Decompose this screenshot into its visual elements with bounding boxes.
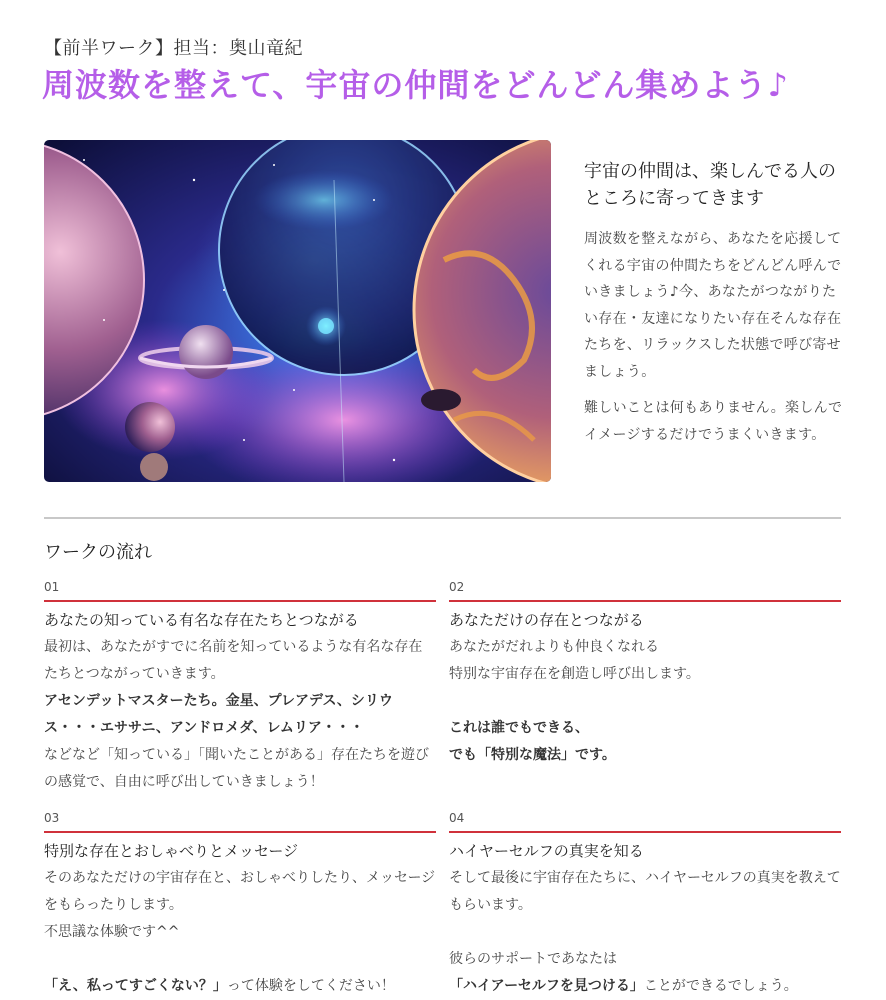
step-text: などなど「知っている」「聞いたことがある」存在たちを遊びの感覚で、自由に呼び出していきましょう！ [44,747,429,790]
step-emphasis: 「ハイアーセルフを見つける」 [449,978,644,994]
intro-paragraph-2: 難しいことは何もありません。楽しんでイメージするだけでうまくいきます。 [584,400,843,443]
step-emphasis: 「え、私ってすごくない？」 [44,978,227,994]
intro-section [584,158,846,458]
step-title: ハイヤーセルフの真実を知る [449,842,644,860]
step-title: あなただけの存在とつながる [449,611,644,629]
step-text: 彼らのサポートであなたは [449,951,617,967]
step-text: 特別な宇宙存在を創造し呼び出します。 [449,666,700,682]
intro-paragraph-1: 周波数を整えながら、あなたを応援してくれる宇宙の仲間たちをどんどん呼んでいきましょう♪今、あなたがつながりたい存在・友達になりたい存在そんな存在たちを、リラックスした状態で呼び寄せましょう。 [584,231,842,380]
step-body [44,865,436,1000]
step-text: あなたがだれよりも仲良くなれる [449,639,659,655]
flow-heading: ワークの流れ [44,542,152,563]
step-number: 02 [449,580,465,594]
step-text: そのあなただけの宇宙存在と、おしゃべりしたり、メッセージをもらったりします。 [44,870,436,913]
step-body [44,634,436,796]
step-text: 不思議な体験です^^ [44,924,180,940]
step-text: ことができるでしょう。 [643,978,798,994]
step-number: 01 [44,580,60,594]
step-01 [44,580,436,796]
step-body [449,865,841,1000]
step-body [449,634,841,769]
step-accent-line [44,600,436,602]
step-number: 03 [44,811,60,825]
space-hero-image [44,140,551,482]
step-accent-line [44,831,436,833]
section-divider [44,517,841,519]
step-number: 04 [449,811,465,825]
step-03 [44,811,436,1000]
page-subtitle: 【前半ワーク】担当：奥山竜紀 [44,38,303,59]
step-emphasis: これは誰でもできる、 [449,720,589,736]
step-text: そして最後に宇宙存在たちに、ハイヤーセルフの真実を教えてもらいます。 [449,870,841,913]
step-04 [449,811,841,1000]
step-text: って体験をしてください！ [226,978,395,994]
step-title: 特別な存在とおしゃべりとメッセージ [44,842,299,860]
step-02 [449,580,841,769]
step-emphasis: アセンデットマスターたち。金星、プレアデス、シリウス・・・エササニ、アンドロメダ、レムリア・・・ [44,693,393,736]
page-title: 周波数を整えて、宇宙の仲間をどんどん集めよう♪ [42,66,789,104]
step-emphasis: でも「特別な魔法」です。 [449,747,616,763]
intro-heading: 宇宙の仲間は、楽しんでる人のところに寄ってきます [584,161,836,209]
step-accent-line [449,600,841,602]
step-accent-line [449,831,841,833]
step-text: 最初は、あなたがすでに名前を知っているような有名な存在たちとつながっていきます。 [44,639,423,682]
step-title: あなたの知っている有名な存在たちとつながる [44,611,359,629]
